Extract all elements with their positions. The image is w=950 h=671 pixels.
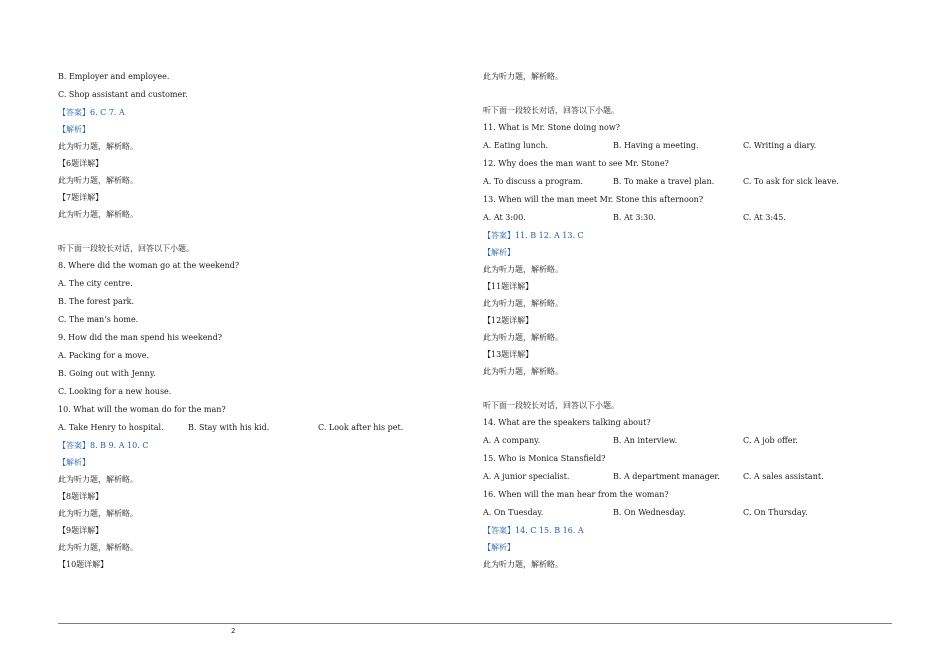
- text-line: B. The forest park.: [58, 297, 135, 306]
- text-line: A. Packing for a move.: [58, 351, 150, 360]
- answer-option: C. At 3:45.: [743, 213, 786, 222]
- text-line: 【7题详解】: [58, 193, 104, 202]
- text-line: 此为听力题，解析略。: [483, 367, 563, 376]
- answer-key-line: 【解析】: [58, 125, 90, 134]
- answer-key-line: 【答案】6. C 7. A: [58, 108, 125, 117]
- answer-option: C. A sales assistant.: [743, 472, 824, 481]
- page-number: 2: [231, 627, 236, 635]
- text-line: 此为听力题，解析略。: [483, 72, 563, 81]
- text-line: 此为听力题，解析略。: [58, 543, 138, 552]
- answer-option: A. A company.: [483, 436, 541, 445]
- answer-option: B. An interview.: [613, 436, 678, 445]
- text-line: 15. Who is Monica Stansfield?: [483, 454, 606, 463]
- answer-option: A. Take Henry to hospital.: [58, 423, 164, 432]
- text-line: 【11题详解】: [483, 282, 534, 291]
- answer-key-line: 【解析】: [483, 543, 515, 552]
- text-line: 12. Why does the man want to see Mr. Stone?: [483, 159, 669, 168]
- text-line: 9. How did the man spend his weekend?: [58, 333, 222, 342]
- text-line: 此为听力题，解析略。: [58, 142, 138, 151]
- option-row: [483, 436, 883, 445]
- text-line: B. Employer and employee.: [58, 72, 170, 81]
- option-row: [483, 213, 883, 222]
- answer-key-line: 【解析】: [483, 248, 515, 257]
- text-line: 8. Where did the woman go at the weekend?: [58, 261, 240, 270]
- text-line: 此为听力题，解析略。: [58, 210, 138, 219]
- text-line: 【8题详解】: [58, 492, 104, 501]
- text-line: C. Looking for a new house.: [58, 387, 172, 396]
- answer-key-line: 【答案】8. B 9. A 10. C: [58, 441, 149, 450]
- answer-option: A. To discuss a program.: [483, 177, 584, 186]
- text-line: 听下面一段较长对话，回答以下小题。: [483, 106, 619, 115]
- text-line: 此为听力题，解析略。: [483, 299, 563, 308]
- answer-option: B. A department manager.: [613, 472, 720, 481]
- answer-option: B. Having a meeting.: [613, 141, 699, 150]
- answer-option: B. To make a travel plan.: [613, 177, 715, 186]
- text-line: 13. When will the man meet Mr. Stone this afternoon?: [483, 195, 704, 204]
- answer-option: B. On Wednesday.: [613, 508, 686, 517]
- text-line: 【13题详解】: [483, 350, 534, 359]
- text-line: 此为听力题，解析略。: [58, 475, 138, 484]
- text-line: 11. What is Mr. Stone doing now?: [483, 123, 620, 132]
- text-line: 【6题详解】: [58, 159, 104, 168]
- option-row: [58, 423, 458, 432]
- answer-option: B. At 3:30.: [613, 213, 656, 222]
- text-line: 此为听力题，解析略。: [483, 333, 563, 342]
- option-row: [483, 177, 883, 186]
- answer-option: A. A junior specialist.: [483, 472, 570, 481]
- option-row: [483, 472, 883, 481]
- text-line: 听下面一段较长对话，回答以下小题。: [58, 244, 194, 253]
- text-line: 此为听力题，解析略。: [58, 176, 138, 185]
- text-line: A. The city centre.: [58, 279, 133, 288]
- answer-option: C. On Thursday.: [743, 508, 808, 517]
- answer-key-line: 【答案】14. C 15. B 16. A: [483, 526, 584, 535]
- text-line: 【9题详解】: [58, 526, 104, 535]
- text-line: 此为听力题，解析略。: [483, 560, 563, 569]
- answer-option: A. At 3:00.: [483, 213, 526, 222]
- answer-option: A. Eating lunch.: [483, 141, 549, 150]
- text-line: 此为听力题，解析略。: [483, 265, 563, 274]
- left-column: [58, 72, 458, 569]
- text-line: 【10题详解】: [58, 560, 109, 569]
- right-column: [483, 72, 883, 569]
- text-line: 16. When will the man hear from the woman?: [483, 490, 669, 499]
- answer-option: B. Stay with his kid.: [188, 423, 270, 432]
- footer-divider: [58, 623, 892, 624]
- answer-option: C. Writing a diary.: [743, 141, 817, 150]
- answer-key-line: 【解析】: [58, 458, 90, 467]
- text-line: C. The man’s home.: [58, 315, 139, 324]
- answer-key-line: 【答案】11. B 12. A 13. C: [483, 231, 584, 240]
- text-line: C. Shop assistant and customer.: [58, 90, 188, 99]
- answer-option: C. Look after his pet.: [318, 423, 404, 432]
- answer-option: A. On Tuesday.: [483, 508, 544, 517]
- text-line: 此为听力题，解析略。: [58, 509, 138, 518]
- text-line: B. Going out with Jenny.: [58, 369, 156, 378]
- option-row: [483, 141, 883, 150]
- option-row: [483, 508, 883, 517]
- text-line: 10. What will the woman do for the man?: [58, 405, 226, 414]
- text-line: 听下面一段较长对话，回答以下小题。: [483, 401, 619, 410]
- answer-option: C. To ask for sick leave.: [743, 177, 839, 186]
- answer-option: C. A job offer.: [743, 436, 798, 445]
- text-line: 【12题详解】: [483, 316, 534, 325]
- text-line: 14. What are the speakers talking about?: [483, 418, 651, 427]
